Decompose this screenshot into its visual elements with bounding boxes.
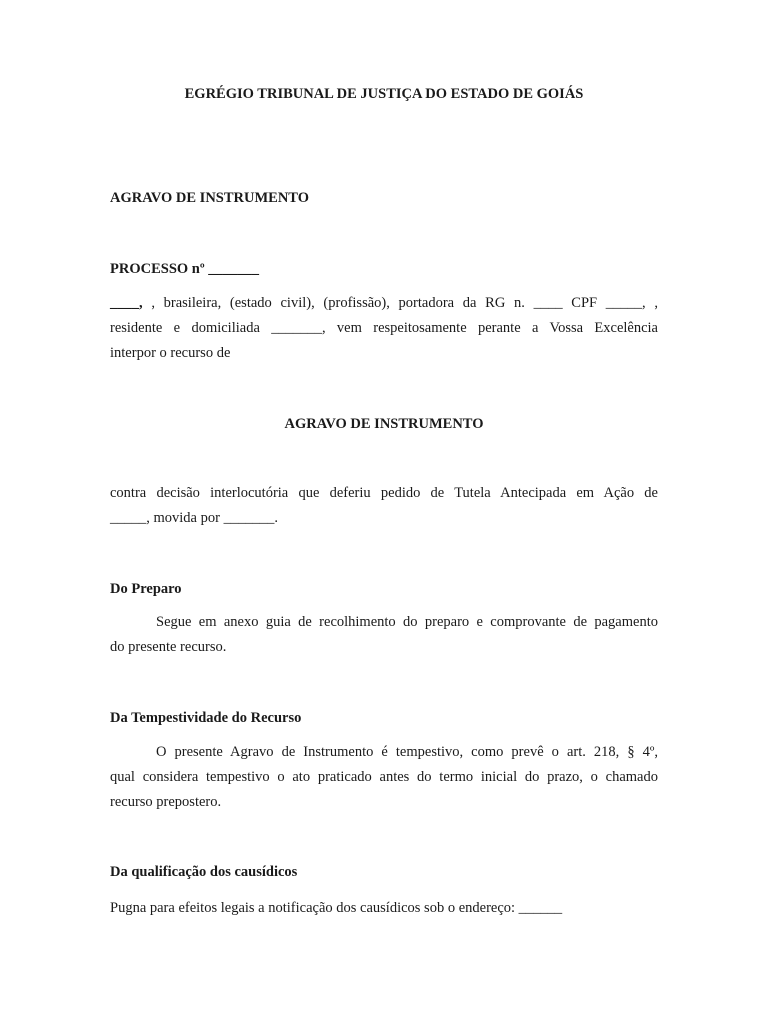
intro-line — [110, 291, 658, 316]
intro-line: residente e domiciliada _______, vem respeitosamente perante a Vossa Excelência — [110, 320, 658, 336]
section-heading-tempestividade: Da Tempestividade do Recurso — [110, 710, 302, 726]
intro-line: interpor o recurso de — [110, 345, 231, 361]
tempestividade-paragraph — [110, 740, 658, 815]
against-line: contra decisão interlocutória que deferiu pedido de Tutela Antecipada em Ação de — [110, 485, 658, 501]
court-heading: EGRÉGIO TRIBUNAL DE JUSTIÇA DO ESTADO DE GOIÁS — [184, 86, 584, 102]
document-title: AGRAVO DE INSTRUMENTO — [110, 190, 309, 206]
qualificacao-paragraph — [110, 896, 658, 921]
preparo-line: do presente recurso. — [110, 639, 227, 655]
process-number: PROCESSO nº _______ — [110, 261, 260, 277]
against-paragraph — [110, 481, 658, 531]
section-heading-preparo: Do Preparo — [110, 581, 182, 597]
preparo-line: Segue em anexo guia de recolhimento do preparo e comprovante de pagamento — [156, 614, 658, 630]
tempestividade-line: O presente Agravo de Instrumento é tempestivo, como prevê o art. 218, § 4º, — [156, 744, 658, 760]
tempestividade-line: qual considera tempestivo o ato praticado antes do termo inicial do prazo, o chamado — [110, 769, 658, 785]
intro-paragraph — [110, 291, 658, 366]
tempestividade-line: recurso prepostero. — [110, 794, 222, 810]
qualificacao-line: Pugna para efeitos legais a notificação dos causídicos sob o endereço: ______ — [110, 900, 563, 916]
party-name-blank: ____, — [110, 295, 143, 311]
intro-line-text: , brasileira, (estado civil), (profissão), portadora da RG n. ____ CPF _____, , — [142, 295, 658, 311]
section-heading-qualificacao: Da qualificação dos causídicos — [110, 864, 298, 880]
preparo-paragraph — [110, 610, 658, 660]
against-line: _____, movida por _______. — [110, 510, 278, 526]
appeal-title: AGRAVO DE INSTRUMENTO — [284, 416, 484, 432]
